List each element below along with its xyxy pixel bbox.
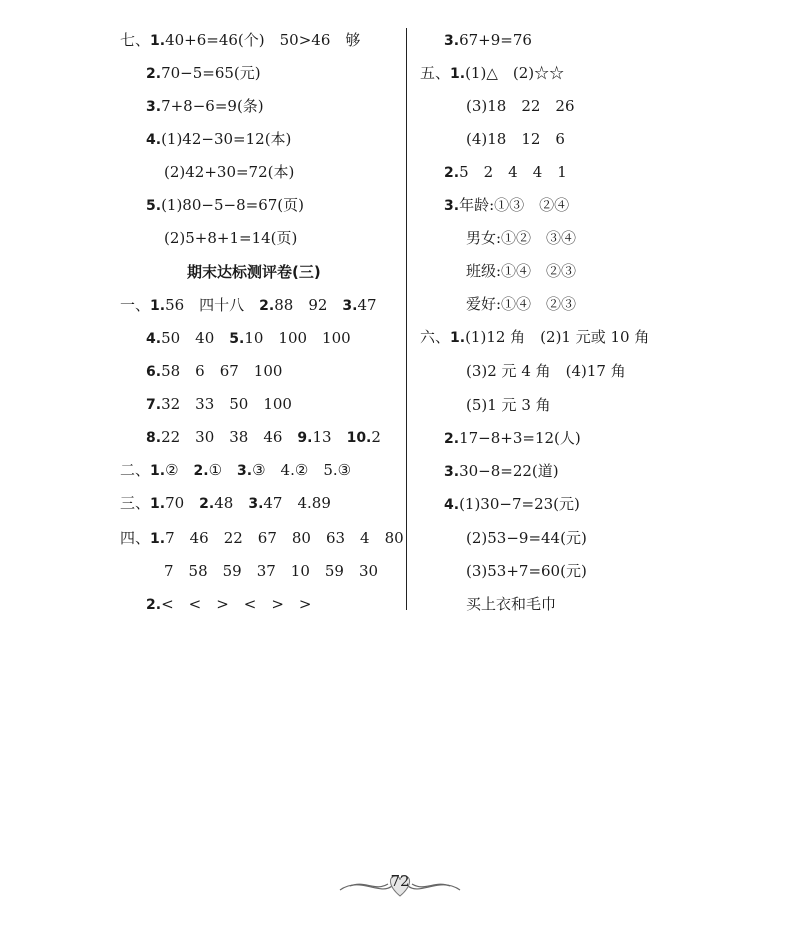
answer-text: (1)30−7=23(元) xyxy=(459,495,580,513)
answer-text: 50 40 xyxy=(161,329,230,347)
section-prefix: 五、 xyxy=(420,64,451,82)
page-number: 72 xyxy=(390,872,410,890)
answer-text: 40+6=46(个) 50>46 够 xyxy=(165,31,361,49)
answer-text: 88 92 xyxy=(274,296,343,314)
answer-line xyxy=(466,261,576,281)
question-number: 3. xyxy=(342,298,358,314)
answer-text: (2)5+8+1=14(页) xyxy=(164,229,298,247)
answer-line xyxy=(120,528,404,549)
question-number: 2. xyxy=(199,496,215,512)
answer-text: 2 xyxy=(371,428,381,446)
answer-text: 70 xyxy=(165,494,200,512)
answer-text: (5)1 元 3 角 xyxy=(466,396,551,414)
answer-text: < < > < > > xyxy=(161,595,312,613)
answer-text: ③ 4.② 5.③ xyxy=(252,461,352,479)
page-footer xyxy=(330,866,470,906)
section-prefix: 四、 xyxy=(120,529,151,547)
answer-text: (3)2 元 4 角 (4)17 角 xyxy=(466,362,626,380)
answer-text: (2)53−9=44(元) xyxy=(466,529,587,547)
answer-line xyxy=(444,494,580,515)
question-number: 3. xyxy=(146,99,162,115)
answer-line xyxy=(146,328,351,349)
answer-text: (4)18 12 6 xyxy=(466,130,565,148)
question-number: 8. xyxy=(146,430,162,446)
question-number: 1. xyxy=(150,463,166,479)
answer-line xyxy=(466,294,576,314)
answer-text: 年龄:①③ ②④ xyxy=(459,196,570,214)
question-number: 10. xyxy=(346,430,372,446)
answer-text: ① xyxy=(208,461,238,479)
section-prefix: 二、 xyxy=(120,461,151,479)
question-number: 4. xyxy=(444,497,460,513)
answer-text: (1)△ (2)☆☆ xyxy=(465,64,565,82)
question-number: 1. xyxy=(150,298,166,314)
answer-text: 买上衣和毛巾 xyxy=(466,595,557,613)
answer-text: 32 33 50 100 xyxy=(161,395,292,413)
answer-line xyxy=(444,195,569,216)
answer-line xyxy=(466,228,576,248)
answer-text: 13 xyxy=(312,428,347,446)
question-number: 3. xyxy=(237,463,253,479)
answer-line xyxy=(146,594,311,615)
answer-text: 47 xyxy=(357,296,377,314)
question-number: 2. xyxy=(259,298,275,314)
answer-text: 70−5=65(元) xyxy=(161,64,261,82)
answer-line xyxy=(146,361,282,382)
answer-line xyxy=(466,395,551,415)
answer-line xyxy=(466,594,556,614)
answer-text: 67+9=76 xyxy=(459,31,532,49)
answer-line xyxy=(444,428,581,449)
answer-text: 7 46 22 67 80 63 4 80 xyxy=(165,529,404,547)
answer-line xyxy=(146,96,264,117)
question-number: 1. xyxy=(150,531,166,547)
question-number: 3. xyxy=(248,496,264,512)
question-number: 9. xyxy=(297,430,313,446)
question-number: 4. xyxy=(146,132,162,148)
answer-line xyxy=(466,96,575,116)
answer-line xyxy=(466,129,565,149)
answer-line xyxy=(466,528,587,548)
answer-text: (3)53+7=60(元) xyxy=(466,562,587,580)
answer-text: ② xyxy=(165,461,194,479)
answer-text: 56 四十八 xyxy=(165,296,260,314)
answer-line xyxy=(120,295,377,316)
answer-text: 47 4.89 xyxy=(263,494,331,512)
answer-text: 7+8−6=9(条) xyxy=(161,97,264,115)
answer-text: (1)12 角 (2)1 元或 10 角 xyxy=(465,328,650,346)
answer-line xyxy=(146,63,261,84)
question-number: 1. xyxy=(450,66,466,82)
question-number: 2. xyxy=(146,597,162,613)
answer-line xyxy=(120,30,360,51)
question-number: 7. xyxy=(146,397,162,413)
question-number: 2. xyxy=(444,165,460,181)
question-number: 6. xyxy=(146,364,162,380)
answer-text: (2)42+30=72(本) xyxy=(164,163,295,181)
answer-line xyxy=(146,195,304,216)
answer-line xyxy=(420,63,564,84)
question-number: 2. xyxy=(193,463,209,479)
answer-line xyxy=(466,361,626,381)
question-number: 2. xyxy=(146,66,162,82)
answer-line xyxy=(444,30,532,51)
answer-text: 5 2 4 4 1 xyxy=(459,163,567,181)
answer-text: 7 58 59 37 10 59 30 xyxy=(164,562,379,580)
answer-text: 10 100 100 xyxy=(244,329,351,347)
question-number: 3. xyxy=(444,198,460,214)
section-prefix: 三、 xyxy=(120,494,151,512)
answer-line xyxy=(120,493,331,514)
question-number: 1. xyxy=(150,496,166,512)
section-prefix: 六、 xyxy=(420,328,451,346)
answer-line xyxy=(146,394,292,415)
answer-text: 48 xyxy=(214,494,249,512)
answer-text: (3)18 22 26 xyxy=(466,97,575,115)
answer-text: (1)80−5−8=67(页) xyxy=(161,196,304,214)
question-number: 5. xyxy=(229,331,245,347)
answer-line xyxy=(444,461,559,482)
answer-text: 17−8+3=12(人) xyxy=(459,429,581,447)
answer-line xyxy=(146,427,381,448)
column-divider xyxy=(406,28,407,610)
answer-line xyxy=(444,162,567,183)
question-number: 5. xyxy=(146,198,162,214)
section-heading: 期末达标测评卷(三) xyxy=(187,263,321,281)
section-prefix: 七、 xyxy=(120,31,151,49)
question-number: 3. xyxy=(444,464,460,480)
answer-line xyxy=(164,162,294,182)
question-number: 1. xyxy=(150,33,166,49)
answer-line xyxy=(146,129,291,150)
section-prefix: 一、 xyxy=(120,296,151,314)
answer-text: 班级:①④ ②③ xyxy=(466,262,577,280)
answer-text: (1)42−30=12(本) xyxy=(161,130,292,148)
question-number: 2. xyxy=(444,431,460,447)
answer-line xyxy=(420,327,649,348)
question-number: 1. xyxy=(450,330,466,346)
answer-text: 30−8=22(道) xyxy=(459,462,559,480)
answer-line xyxy=(164,228,297,248)
answer-text: 22 30 38 46 xyxy=(161,428,298,446)
answer-line xyxy=(120,460,351,481)
answer-text: 爱好:①④ ②③ xyxy=(466,295,577,313)
answer-line xyxy=(466,561,587,581)
question-number: 4. xyxy=(146,331,162,347)
question-number: 3. xyxy=(444,33,460,49)
answer-text: 58 6 67 100 xyxy=(161,362,283,380)
answer-line xyxy=(164,561,378,581)
answer-text: 男女:①② ③④ xyxy=(466,229,577,247)
